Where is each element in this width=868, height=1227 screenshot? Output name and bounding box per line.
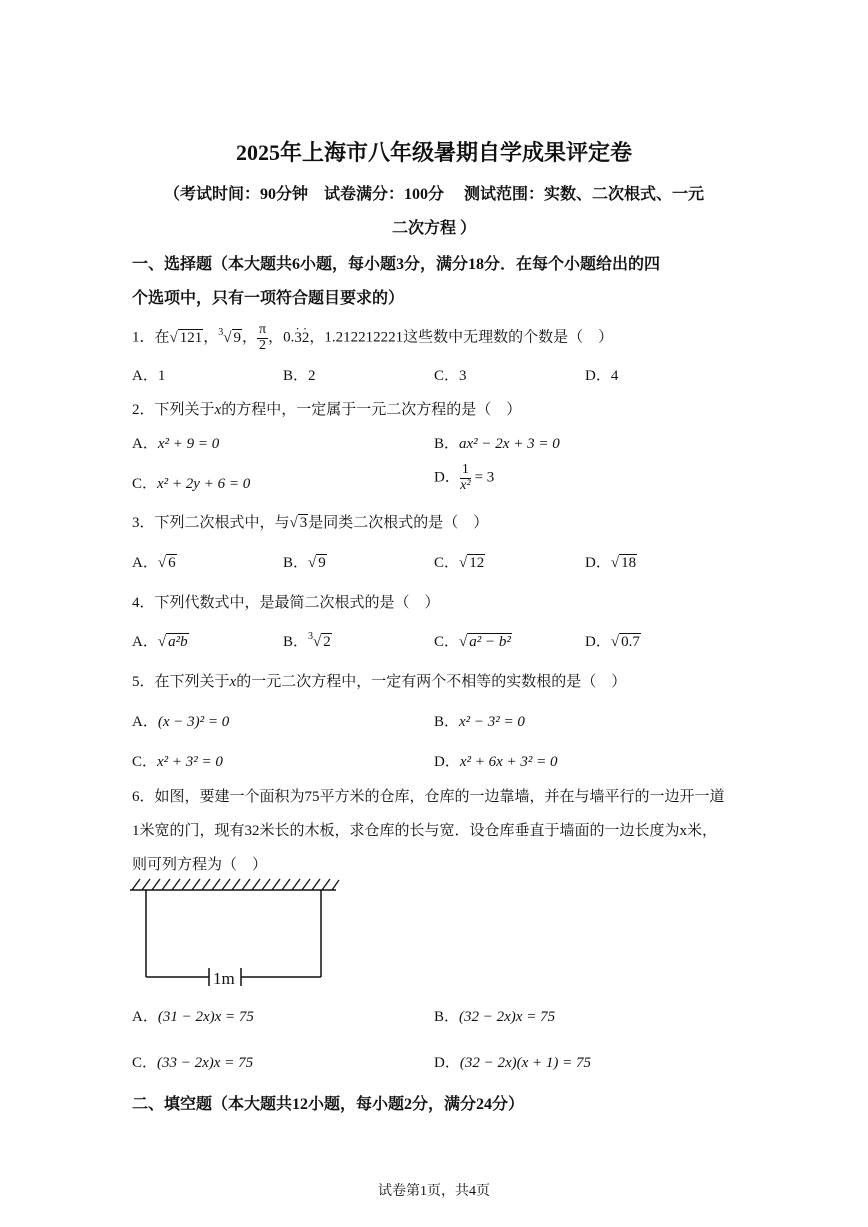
q5-option-b: B．x² − 3² = 0: [434, 714, 525, 730]
door-width-label: 1m: [213, 969, 235, 988]
question-2-stem: [132, 398, 521, 419]
sqrt-121: √ 121: [169, 329, 203, 346]
section2-heading: 二、填空题（本大题共12小题，每小题2分，满分24分）: [132, 1096, 525, 1113]
warehouse-figure: [128, 876, 340, 990]
q1-sep-3: ，: [268, 329, 284, 346]
exam-info-line2: 二次方程 ）: [391, 220, 476, 237]
cbrt-9: $^3$√ 9: [218, 326, 241, 346]
q3-option-c: C．√ 12: [434, 555, 485, 571]
sqrt-3: √ 3: [289, 515, 308, 531]
q3-option-b: B．√ 9: [283, 555, 326, 571]
q6-option-d: D．(32 − 2x)(x + 1) = 75: [434, 1055, 592, 1071]
q2-option-b: B．ax² − 2x + 3 = 0: [434, 436, 560, 452]
q2-option-a: A．x² + 9 = 0: [132, 436, 220, 452]
q2-stem-a: 2．下列关于: [132, 402, 215, 418]
q6-option-b: B．(32 − 2x)x = 75: [434, 1009, 556, 1025]
question-6-line1: 6．如图，要建一个面积为75平方米的仓库，仓库的一边靠墙，并在与墙平行的一边开一道: [132, 789, 725, 805]
exam-info-line1: （考试时间：90分钟 试卷满分：100分 测试范围：实数、二次根式、一元: [163, 186, 704, 203]
q1-option-c: C．3: [434, 368, 467, 384]
pi-over-2: $\frac{\pi}{2}$: [259, 322, 267, 353]
q2-stem-b: 的方程中，一定属于一元二次方程的是（ ）: [221, 402, 522, 418]
question-6-line3: 则可列方程为（ ）: [132, 857, 268, 873]
q4-option-a: A．√ a²b: [132, 634, 188, 650]
q3-option-d: D．√ 18: [585, 555, 637, 571]
q3-stem-b: 是同类二次根式的是（ ）: [308, 515, 489, 531]
q5-option-c: C．x² + 3² = 0: [132, 754, 223, 770]
question-4-stem: 4．下列代数式中，是最简二次根式的是（ ）: [132, 595, 440, 611]
question-3-stem: [132, 511, 488, 532]
section1-heading-line2: 个选项中，只有一项符合题目要求的）: [132, 290, 405, 307]
q6-option-c: C．(33 − 2x)x = 75: [132, 1055, 254, 1071]
q4-option-d: D．√ 0.7: [585, 634, 640, 650]
q1-sep-1: ，: [203, 329, 219, 346]
q3-option-a: A．√ 6: [132, 555, 176, 571]
q5-var: x: [229, 674, 237, 690]
wall-hatching: [132, 879, 339, 890]
q2-var: x: [214, 402, 222, 418]
section1-heading-line1: 一、选择题（本大题共6小题，每小题3分，满分18分．在每个小题给出的四: [132, 256, 661, 273]
q1-option-a: A．1: [132, 368, 166, 384]
question-6-line2: 1米宽的门，现有32米长的木板，求仓库的长与宽．设仓库垂直于墙面的一边长度为x米，: [132, 823, 718, 839]
q1-sep-2: ，: [242, 329, 258, 346]
q5-stem-b: 的一元二次方程中，一定有两个不相等的实数根的是（ ）: [236, 674, 627, 690]
q1-option-b: B．2: [283, 368, 316, 384]
q5-stem-a: 5．在下列关于: [132, 674, 230, 690]
question-1-stem: [132, 323, 613, 353]
q2-option-c: C．x² + 2y + 6 = 0: [132, 476, 251, 492]
question-5-stem: [132, 670, 626, 691]
q5-option-d: D．x² + 6x + 3² = 0: [434, 754, 558, 770]
page-footer: 试卷第1页，共4页: [378, 1184, 490, 1199]
q6-option-a: A．(31 − 2x)x = 75: [132, 1009, 254, 1025]
q4-option-b: B．$^3$√ 2: [283, 631, 331, 650]
q1-option-d: D．4: [585, 368, 619, 384]
q5-option-a: A．(x − 3)² = 0: [132, 714, 230, 730]
q2-option-d: D． $\frac{1}{\text{x²}}$ = 3: [434, 462, 495, 493]
q3-stem-a: 3．下列二次根式中，与: [132, 515, 290, 531]
page-title: 2025年上海市八年级暑期自学成果评定卷: [235, 140, 632, 165]
q1-tail: ，1.212212221这些数中无理数的个数是（ ）: [309, 329, 614, 346]
q1-prefix: 1．在: [132, 329, 170, 346]
q4-option-c: C．√ a² − b²: [434, 634, 511, 650]
repeating-decimal: 0.· 3· 2: [283, 330, 309, 346]
